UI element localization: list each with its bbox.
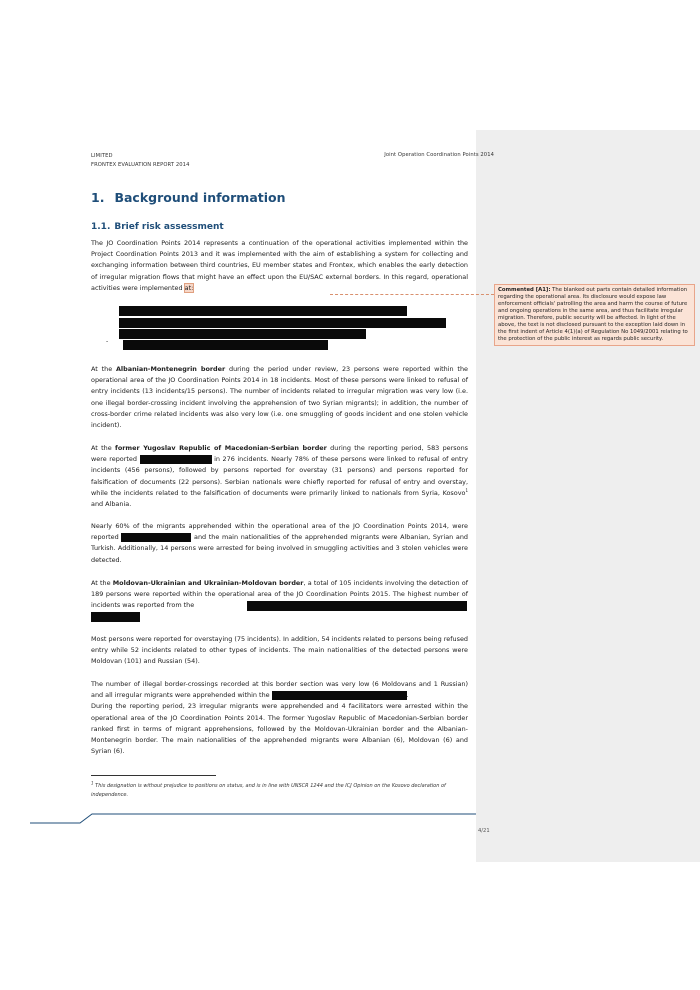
section-heading	[91, 190, 286, 205]
footnote-ref[interactable]: 1	[465, 487, 468, 493]
paragraph-text: Nearly 60% of the migrants apprehended within the operational area of the JO Coordination Points 2014, were reported	[91, 522, 468, 542]
redaction-block	[123, 340, 328, 350]
paragraph-intro	[91, 238, 468, 294]
redaction-block	[91, 612, 140, 622]
header-report-title: FRONTEX EVALUATION REPORT 2014	[91, 162, 190, 168]
comment-label: Commented [A1]:	[498, 287, 551, 293]
subsection-heading	[91, 222, 224, 232]
comment-text: The blanked out parts contain detailed information regarding the operational area. Its disclosure would expose law enforcement officials' patrolling the area and harm the course of future and ongoing operations in the same area, and thus facilitate irregular migration. Therefore, public security will be affected. In light of the above, the text is not disclosed pursuant to the exception laid down in the first indent of Article 4(1)(a) of Regulation No 1049/2001 relating to the protection of the public interest as regards public security.	[498, 287, 688, 342]
header-left	[91, 152, 189, 170]
subsection-number: 1.1.	[91, 222, 111, 232]
header-right-title: Joint Operation Coordination Points 2014	[384, 152, 494, 158]
section-number: 1.	[91, 190, 105, 205]
footnote	[91, 782, 468, 800]
comment-connector	[330, 294, 494, 296]
section-title: Background information	[114, 190, 286, 205]
paragraph-text: At the	[91, 444, 116, 452]
redaction-inline	[272, 691, 407, 700]
footnote-marker: 1	[91, 780, 94, 786]
list-dash: -	[106, 338, 109, 345]
redaction-block	[119, 329, 366, 339]
paragraph-overstaying	[91, 634, 468, 668]
paragraph-apprehended	[91, 521, 468, 566]
footnote-text: This designation is without prejudice to positions on status, and is in line with UNSCR 1244 and the ICJ Opinion on the Kosovo declaration of independence.	[91, 783, 446, 798]
paragraph-bold: Moldovan-Ukrainian and Ukrainian-Moldovan border	[112, 579, 304, 587]
comment-margin-pane	[476, 130, 700, 862]
comment-balloon[interactable]	[494, 284, 695, 346]
subsection-title: Brief risk assessment	[114, 222, 224, 232]
redaction-block	[119, 306, 407, 316]
paragraph-bold: former Yugoslav Republic of Macedonian-Serbian border	[115, 444, 327, 452]
paragraph-macedonian-serbian	[91, 443, 468, 510]
paragraph-text: during the period under review, 23 persons were reported within the operational area of the JO Coordination Points 2014 in 18 incidents. Most of these persons were linked to refusal of entry incidents (13 incidents/15 persons). The number of incidents related to irregular migration was very low (i.e. one illegal border-crossing incident involving the apprehension of two Syrian migrants); in addition, the number of cross-border crime related incidents was also very low (i.e. one smuggling of goods incident and one stolen vehicle incident).	[91, 365, 468, 430]
paragraph-text: and Albania.	[91, 500, 132, 509]
paragraph-text: The number of illegal border-crossings recorded at this border section was very low (6 Moldovans and 1 Russian) and all irregular migrants were apprehended within the	[91, 680, 468, 700]
redaction-block	[119, 318, 446, 328]
paragraph-text: during the reporting period, 583 persons were reported	[91, 444, 468, 464]
paragraph-text: , a total of 105 incidents involving the detection of 189 persons were reported within the operational area of the JO Coordination Points 2015. The highest number of incidents was reported from the	[91, 579, 468, 610]
paragraph-text: During the reporting period, 23 irregular migrants were apprehended and 4 facilitators were arrested within the operational area of the JO Coordination Points 2014. The former Yugoslav Republic of Macedonian-Serbian border ranked first in terms of migrant apprehensions, followed by the Moldovan-Ukrainian border and the Albanian-Montenegrin border. The main nationalities of the apprehended migrants were Albanian (6), Moldovan (6) and Syrian (6).	[91, 702, 468, 756]
paragraph-text: At the	[91, 365, 116, 373]
paragraph-text: At the	[91, 579, 113, 587]
redaction-block	[247, 601, 467, 611]
paragraph-text: and the main nationalities of the apprehended migrants were Albanian, Syrian and Turkish. Additionally, 14 persons were arrested for being involved in smuggling activities and 3 stolen vehicles were detected.	[91, 533, 468, 564]
redaction-inline	[140, 455, 212, 464]
paragraph-bold: Albanian-Montenegrin border	[115, 365, 226, 373]
paragraph-illegal-crossings	[91, 679, 468, 757]
footnote-separator	[91, 775, 216, 776]
paragraph-text: Most persons were reported for overstaying (75 incidents). In addition, 54 incidents related to persons being refused entry while 52 incidents related to other types of incidents. The main nationalities of the detected persons were Moldovan (101) and Russian (54).	[91, 635, 468, 666]
paragraph-albanian-montenegrin	[91, 364, 468, 431]
page-number: 4/21	[478, 828, 490, 834]
paragraph-text: in 276 incidents. Nearly 78% of these persons were linked to refusal of entry incidents (456 persons), followed by persons reported for overstay (31 persons) and persons reported for falsification of documents (22 persons). Serbian nationals were chiefly reported for refusal of entry and overstay, while the incidents related to the falsification of documents were primarily linked to nationals from Syria, Kosovo	[91, 455, 468, 497]
paragraph-text: The JO Coordination Points 2014 represents a continuation of the operational activities implemented within the Project Coordination Points 2013 and it was implemented with the aim of establishing a system for collecting and exchanging information between third countries, EU member states and Frontex, which enables the early detection of irregular migration flows that might have an effect upon the EU/SAC external borders. In this regard, operational activities were implemented	[91, 239, 468, 292]
redaction-inline	[121, 533, 191, 542]
footer-line	[0, 808, 476, 828]
comment-anchor-highlight[interactable]: at:	[184, 283, 194, 292]
header-classification: LIMITED	[91, 153, 113, 159]
paragraph-text: .	[406, 691, 409, 700]
